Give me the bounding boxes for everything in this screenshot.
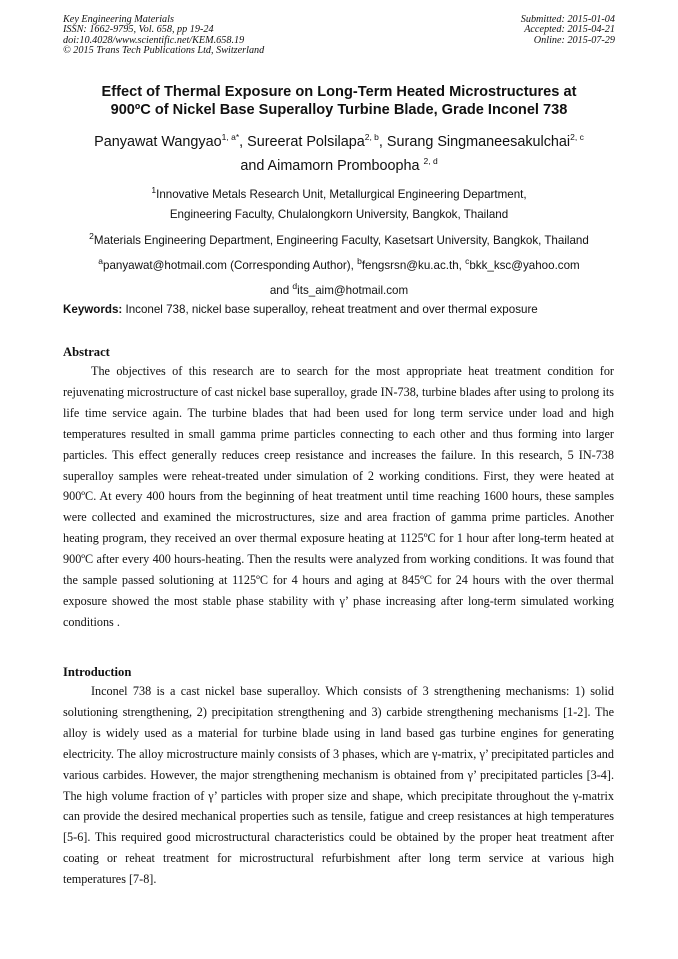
author-2: Sureerat Polsilapa: [247, 133, 365, 150]
email-d: its_aim@hotmail.com: [297, 284, 409, 298]
email-and: and: [269, 284, 293, 298]
abstract-text: The objectives of this research are to search for the most appropriate heat treatment condition for rejuvenating microstructure of cast nickel base superalloy, grade IN-738, turbine blades after using to prolong its life time service again. The turbine blades that had been used for long term service under load and high temperatures resulted in small gamma prime particles connecting to each other and thus forming into larger particles. This effect generally reduces creep resistance and increases the failure. In this research, 5 IN-738 superalloy samples were reheat-treated under simulation of 2 working conditions. First, they were heated at 900ºC. At every 400 hours from the beginning of heat treatment until time reaching 1600 hours, these samples were collected and examined the microstructures, size and area fraction of gamma prime particles. Another heating program, they received an over thermal exposure heating at 1125ºC for 1 hour after long-term heated at 900ºC after every 400 hours-heating. Then the results were analyzed from working conditions. It was found that the sample passed solutioning at 1125ºC for 4 hours and aging at 845ºC for 24 hours with the over thermal exposure showed the most stable phase stability with γ’ phase increasing after long-term simulated working conditions .: [63, 364, 614, 629]
keywords-label: Keywords:: [63, 303, 123, 316]
email-a: panyawat@hotmail.com (Corresponding Author),: [103, 258, 358, 272]
authors-line-1: Panyawat Wangyao$^{1, a*}$, Sureerat Polsilapa$^{2, b}$, Surang Singmaneesakulchai$^{2, c}$: [94, 132, 584, 150]
author-list: [40, 128, 638, 176]
paper-title: [50, 83, 628, 119]
affiliation-2: [40, 226, 638, 251]
email-c-sup: c: [465, 255, 470, 266]
affiliation-2-text: Materials Engineering Department, Engineering Faculty, Kasetsart University, Bangkok, Thailand: [93, 233, 589, 247]
title-line-2: 900ºC of Nickel Base Superalloy Turbine Blade, Grade Inconel 738: [110, 102, 568, 118]
email-c: bkk_ksc@yahoo.com: [469, 258, 580, 272]
title-line-1: Effect of Thermal Exposure on Long-Term Heated Microstructures at: [101, 84, 577, 100]
introduction-text: Inconel 738 is a cast nickel base superalloy. Which consists of 3 strengthening mechanisms: 1) solid solutioning strengthening, 2) precipitation strengthening and 3) carbide strengthening mechanisms [1-2]. The alloy is widely used as a material for turbine blade using in land based gas turbine engines for generating electricity. The alloy microstructure mainly consists of 3 phases, which are γ-matrix, γ’ precipitated particles and various carbides. However, the major strengthening mechanism is obtained from γ’ precipitated particles [3-4]. The high volume fraction of γ’ particles with proper size and shape, which precipitate throughout the γ-matrix can provide the desired mechanical properties such as tensile, fatigue and creep resistances at high temperatures [5-6]. This required good microstructural characteristics could be obtained by the proper heat treatment after coating or reheat treatment for microstructural refurbishment after long term service at various high temperatures [7-8].: [63, 684, 614, 887]
author-4: and Aimamorn Promboopha: [240, 157, 420, 174]
author-2-sup: 2, b: [364, 132, 379, 142]
author-3-sup: 2, c: [570, 132, 584, 142]
introduction-heading: Introduction: [63, 665, 132, 679]
keywords: [63, 303, 623, 317]
affiliation-1-text: Innovative Metals Research Unit, Metallurgical Engineering Department,: [156, 187, 527, 201]
submitted-date: Submitted: 2015-01-04: [520, 14, 615, 25]
journal-info: [63, 15, 264, 57]
affiliation-1-line-2: Engineering Faculty, Chulalongkorn University, Bangkok, Thailand: [169, 208, 509, 222]
abstract-heading: Abstract: [63, 345, 110, 359]
journal-doi: doi:10.4028/www.scientific.net/KEM.658.19: [63, 34, 245, 46]
affiliation-1-line-1: [40, 180, 638, 205]
journal-copyright: © 2015 Trans Tech Publications Ltd, Switzerland: [63, 45, 265, 57]
emails-line-2: [40, 276, 638, 301]
author-1-sup: 1, a: [221, 132, 236, 142]
email-b: fengsrsn@ku.ac.th,: [361, 258, 466, 272]
publication-dates: [521, 15, 615, 46]
accepted-date: Accepted: 2015-04-21: [524, 24, 615, 36]
email-d-sup: d: [292, 281, 298, 292]
online-date: Online: 2015-07-29: [533, 34, 615, 46]
journal-issn: ISSN: 1662-9795, Vol. 658, pp 19-24: [63, 24, 214, 36]
affiliation-1-sup: 1: [151, 185, 157, 195]
email-a-sup: a: [98, 255, 103, 266]
keywords-text: Inconel 738, nickel base superalloy, reheat treatment and over thermal exposure: [122, 303, 538, 316]
emails-line-1: [40, 251, 638, 276]
author-3: Surang Singmaneesakulchai: [386, 133, 571, 150]
author-1-corresponding-mark: *: [235, 132, 240, 142]
author-1: Panyawat Wangyao: [94, 133, 222, 150]
authors-line-2: [40, 152, 638, 176]
author-4-sup: 2, d: [423, 155, 438, 166]
affiliation-2-sup: 2: [89, 230, 94, 241]
journal-name: Key Engineering Materials: [63, 14, 174, 25]
affiliations: [40, 180, 638, 301]
email-b-sup: b: [357, 255, 362, 266]
